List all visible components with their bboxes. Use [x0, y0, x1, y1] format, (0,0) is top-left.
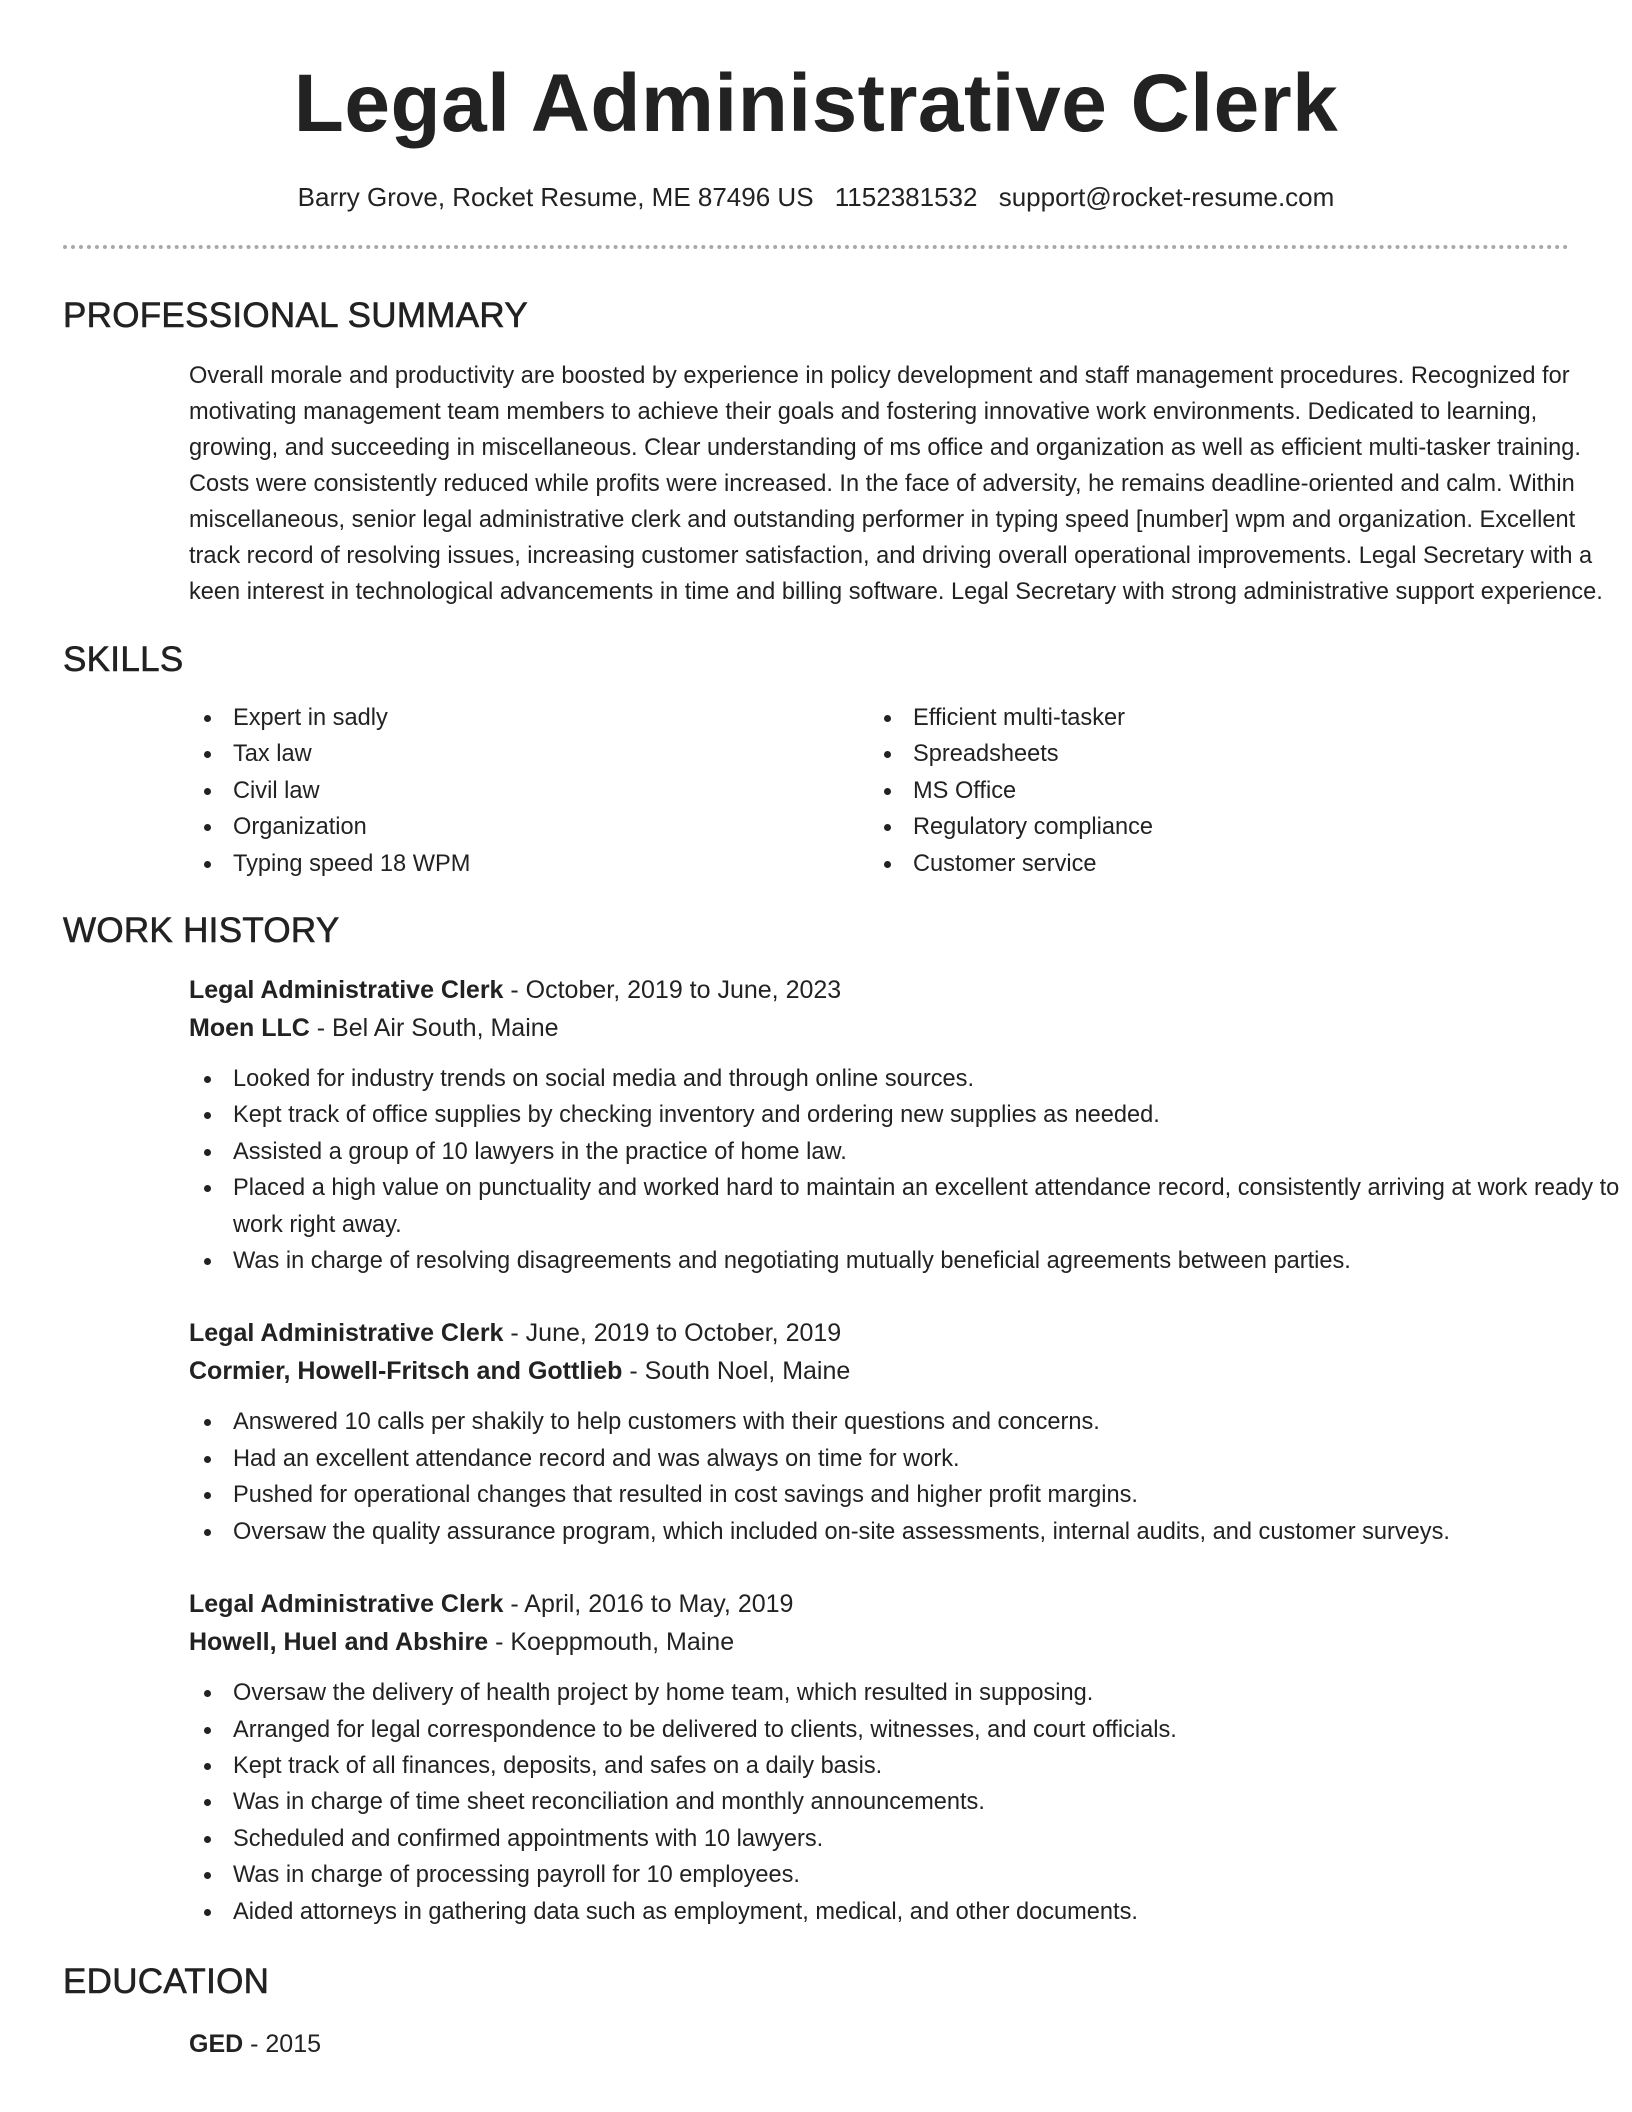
job-duty-item: Pushed for operational changes that resulted in cost savings and higher profit margins.	[189, 1477, 1629, 1513]
education-degree: GED	[189, 2029, 244, 2058]
education-year: - 2015	[243, 2029, 322, 2058]
job-company: Cormier, Howell-Fritsch and Gottlieb	[189, 1357, 623, 1386]
job-position: Legal Administrative Clerk	[189, 1319, 504, 1348]
job-duty-item: Was in charge of time sheet reconciliation and monthly announcements.	[189, 1784, 1629, 1820]
job-company-line	[189, 1352, 1569, 1390]
job-location: - Koeppmouth, Maine	[488, 1628, 735, 1657]
job-duties	[189, 1675, 1629, 1930]
header-divider	[63, 245, 1569, 249]
job-duty-item: Kept track of all finances, deposits, and safes on a daily basis.	[189, 1748, 1629, 1784]
job-duty-item: Was in charge of resolving disagreements and negotiating mutually beneficial agreements between parties.	[189, 1243, 1629, 1279]
job-duty-item: Answered 10 calls per shakily to help customers with their questions and concerns.	[189, 1404, 1629, 1440]
job-position: Legal Administrative Clerk	[189, 976, 504, 1005]
summary-text: Overall morale and productivity are boosted by experience in policy development and staff management procedures. Recognized for motivating management team members to achieve their goals and fostering innovative work environments. Dedicated to learning, growing, and succeeding in miscellaneous. Clear understanding of ms office and organization as well as efficient multi-tasker training. Costs were consistently reduced while profits were increased. In the face of adversity, he remains deadline-oriented and calm. Within miscellaneous, senior legal administrative clerk and outstanding performer in typing speed [number] wpm and organization. Excellent track record of resolving issues, increasing customer satisfaction, and driving overall operational improvements. Legal Secretary with a keen interest in technological advancements in time and billing software. Legal Secretary with strong administrative support experience.	[189, 363, 1603, 605]
job-dates: - October, 2019 to June, 2023	[503, 976, 842, 1005]
job-duties	[189, 1404, 1629, 1550]
job-duties	[189, 1061, 1629, 1279]
skill-item: Efficient multi-tasker	[869, 700, 1549, 736]
job-entry	[189, 971, 1620, 1279]
job-title-line	[189, 971, 1569, 1009]
job-title-line	[189, 1585, 1569, 1623]
skill-item: Typing speed 18 WPM	[189, 846, 869, 882]
job-title-line	[189, 1314, 1569, 1352]
job-duty-item: Looked for industry trends on social media and through online sources.	[189, 1061, 1629, 1097]
resume-name: Legal Administrative Clerk	[293, 58, 1339, 149]
skill-item: Civil law	[189, 773, 869, 809]
skills-heading: SKILLS	[63, 640, 184, 679]
job-company-line	[189, 1009, 1569, 1047]
job-duty-item: Kept track of office supplies by checking inventory and ordering new supplies as needed.	[189, 1097, 1629, 1133]
skill-item: Organization	[189, 809, 869, 845]
job-duty-item: Oversaw the quality assurance program, which included on-site assessments, internal audits, and customer surveys.	[189, 1514, 1629, 1550]
contact-address: Barry Grove, Rocket Resume, ME 87496 US	[297, 182, 814, 212]
job-position: Legal Administrative Clerk	[189, 1590, 504, 1619]
job-duty-item: Oversaw the delivery of health project by home team, which resulted in supposing.	[189, 1675, 1629, 1711]
job-entry	[189, 1585, 1569, 1930]
skills-column-right	[869, 700, 1549, 882]
job-duty-item: Assisted a group of 10 lawyers in the practice of home law.	[189, 1134, 1629, 1170]
job-duty-item: Placed a high value on punctuality and worked hard to maintain an excellent attendance record, consistently arriving at work ready to work right away.	[189, 1170, 1629, 1243]
contact-email: support@rocket-resume.com	[998, 182, 1335, 212]
job-entry	[189, 1314, 1569, 1550]
job-company: Howell, Huel and Abshire	[189, 1628, 489, 1657]
contact-line	[63, 180, 1569, 214]
job-duty-item: Arranged for legal correspondence to be delivered to clients, witnesses, and court officials.	[189, 1712, 1629, 1748]
skill-item: Spreadsheets	[869, 736, 1549, 772]
job-duty-item: Scheduled and confirmed appointments with 10 lawyers.	[189, 1821, 1629, 1857]
skill-item: MS Office	[869, 773, 1549, 809]
job-duty-item: Had an excellent attendance record and was always on time for work.	[189, 1441, 1629, 1477]
job-duty-item: Aided attorneys in gathering data such as employment, medical, and other documents.	[189, 1894, 1629, 1930]
job-location: - South Noel, Maine	[622, 1357, 851, 1386]
skills-column-left	[189, 700, 869, 882]
skill-item: Tax law	[189, 736, 869, 772]
skill-item: Customer service	[869, 846, 1549, 882]
skill-item: Expert in sadly	[189, 700, 869, 736]
job-company: Moen LLC	[189, 1014, 310, 1043]
job-duty-item: Was in charge of processing payroll for 10 employees.	[189, 1857, 1629, 1893]
job-company-line	[189, 1623, 1569, 1661]
job-location: - Bel Air South, Maine	[309, 1014, 559, 1043]
skills-list	[189, 700, 1569, 882]
job-dates: - June, 2019 to October, 2019	[503, 1319, 842, 1348]
education-entry	[189, 2026, 1569, 2062]
summary-heading: PROFESSIONAL SUMMARY	[63, 296, 528, 335]
skill-item: Regulatory compliance	[869, 809, 1549, 845]
contact-phone: 1152381532	[834, 182, 978, 212]
education-heading: EDUCATION	[63, 1961, 270, 2001]
work-history-heading: WORK HISTORY	[63, 911, 340, 951]
job-dates: - April, 2016 to May, 2019	[503, 1590, 794, 1619]
